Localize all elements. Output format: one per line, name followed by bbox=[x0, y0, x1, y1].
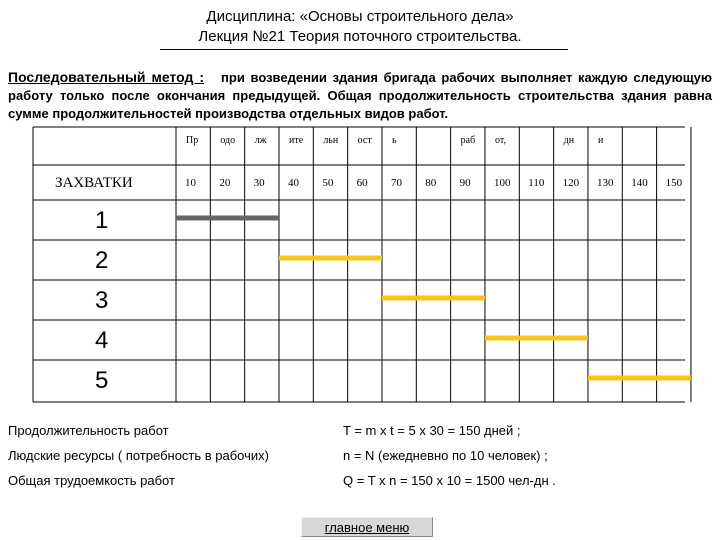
summary-duration-formula: T = m x t = 5 x 30 = 150 дней ; bbox=[343, 423, 521, 438]
header-fragments bbox=[186, 135, 604, 146]
zahvatka-row-label: 2 bbox=[95, 247, 109, 274]
summary-labor-label: Общая трудоемкость работ bbox=[8, 473, 175, 488]
header-fragment: льн bbox=[323, 135, 339, 146]
summary-labor-formula: Q = T x n = 150 x 10 = 1500 чел-дн . bbox=[343, 473, 556, 488]
method-text: при возведении здания бригада рабочих выполняет каждую следующую работу только после окончания предыдущей. Общая продолжительность строительства здания равна сумме продолжительностей производства отдельных видов работ. bbox=[8, 70, 713, 121]
zahvatka-row-label: 4 bbox=[95, 327, 109, 354]
header-fragment: и bbox=[597, 135, 604, 146]
time-tick-label: 70 bbox=[390, 177, 402, 189]
header-fragment: ост bbox=[357, 135, 372, 146]
time-tick-label: 10 bbox=[185, 177, 196, 189]
summary-workers-formula: n = N (ежедневно по 10 человек) ; bbox=[343, 448, 548, 463]
time-tick-label: 150 bbox=[665, 177, 683, 189]
row-labels bbox=[95, 207, 108, 394]
header-fragment: раб bbox=[460, 135, 476, 146]
header-fragment: дн bbox=[563, 135, 575, 146]
time-tick-label: 80 bbox=[425, 177, 437, 189]
time-tick-label: 120 bbox=[562, 177, 580, 189]
zahvatka-row-label: 3 bbox=[95, 287, 109, 314]
header-fragment: Пр bbox=[186, 135, 199, 146]
table-grid bbox=[33, 127, 691, 402]
time-tick-label: 20 bbox=[219, 177, 231, 189]
time-tick-label: 140 bbox=[631, 177, 648, 189]
lecture-title: Лекция №21 Теория поточного строительства. bbox=[198, 28, 522, 45]
time-tick-label: 130 bbox=[596, 177, 614, 189]
header-fragment: одо bbox=[220, 135, 236, 146]
header-fragment: ь bbox=[391, 135, 397, 146]
zahvatki-label: ЗАХВАТКИ bbox=[55, 175, 133, 191]
schedule-bars bbox=[176, 218, 691, 378]
time-tick-label: 100 bbox=[493, 177, 511, 189]
time-tick-label: 40 bbox=[287, 177, 299, 189]
time-ticks bbox=[185, 177, 683, 189]
summary-workers-label: Людские ресурсы ( потребность в рабочих) bbox=[8, 448, 269, 463]
method-label: Последовательный метод : bbox=[8, 69, 204, 85]
discipline-title: Дисциплина: «Основы строительного дела» bbox=[206, 8, 514, 25]
time-tick-label: 110 bbox=[528, 177, 545, 189]
zahvatka-row-label: 5 bbox=[95, 367, 109, 394]
time-tick-label: 90 bbox=[459, 177, 471, 189]
header-fragment: от, bbox=[494, 135, 506, 146]
zahvatka-row-label: 1 bbox=[95, 207, 109, 234]
time-tick-label: 60 bbox=[356, 177, 368, 189]
header-fragment: ите bbox=[288, 135, 304, 146]
time-tick-label: 30 bbox=[253, 177, 265, 189]
main-menu-button[interactable]: главное меню bbox=[301, 517, 433, 537]
header-fragment: лж bbox=[254, 135, 267, 146]
summary-duration-label: Продолжительность работ bbox=[8, 423, 169, 438]
time-tick-label: 50 bbox=[322, 177, 334, 189]
